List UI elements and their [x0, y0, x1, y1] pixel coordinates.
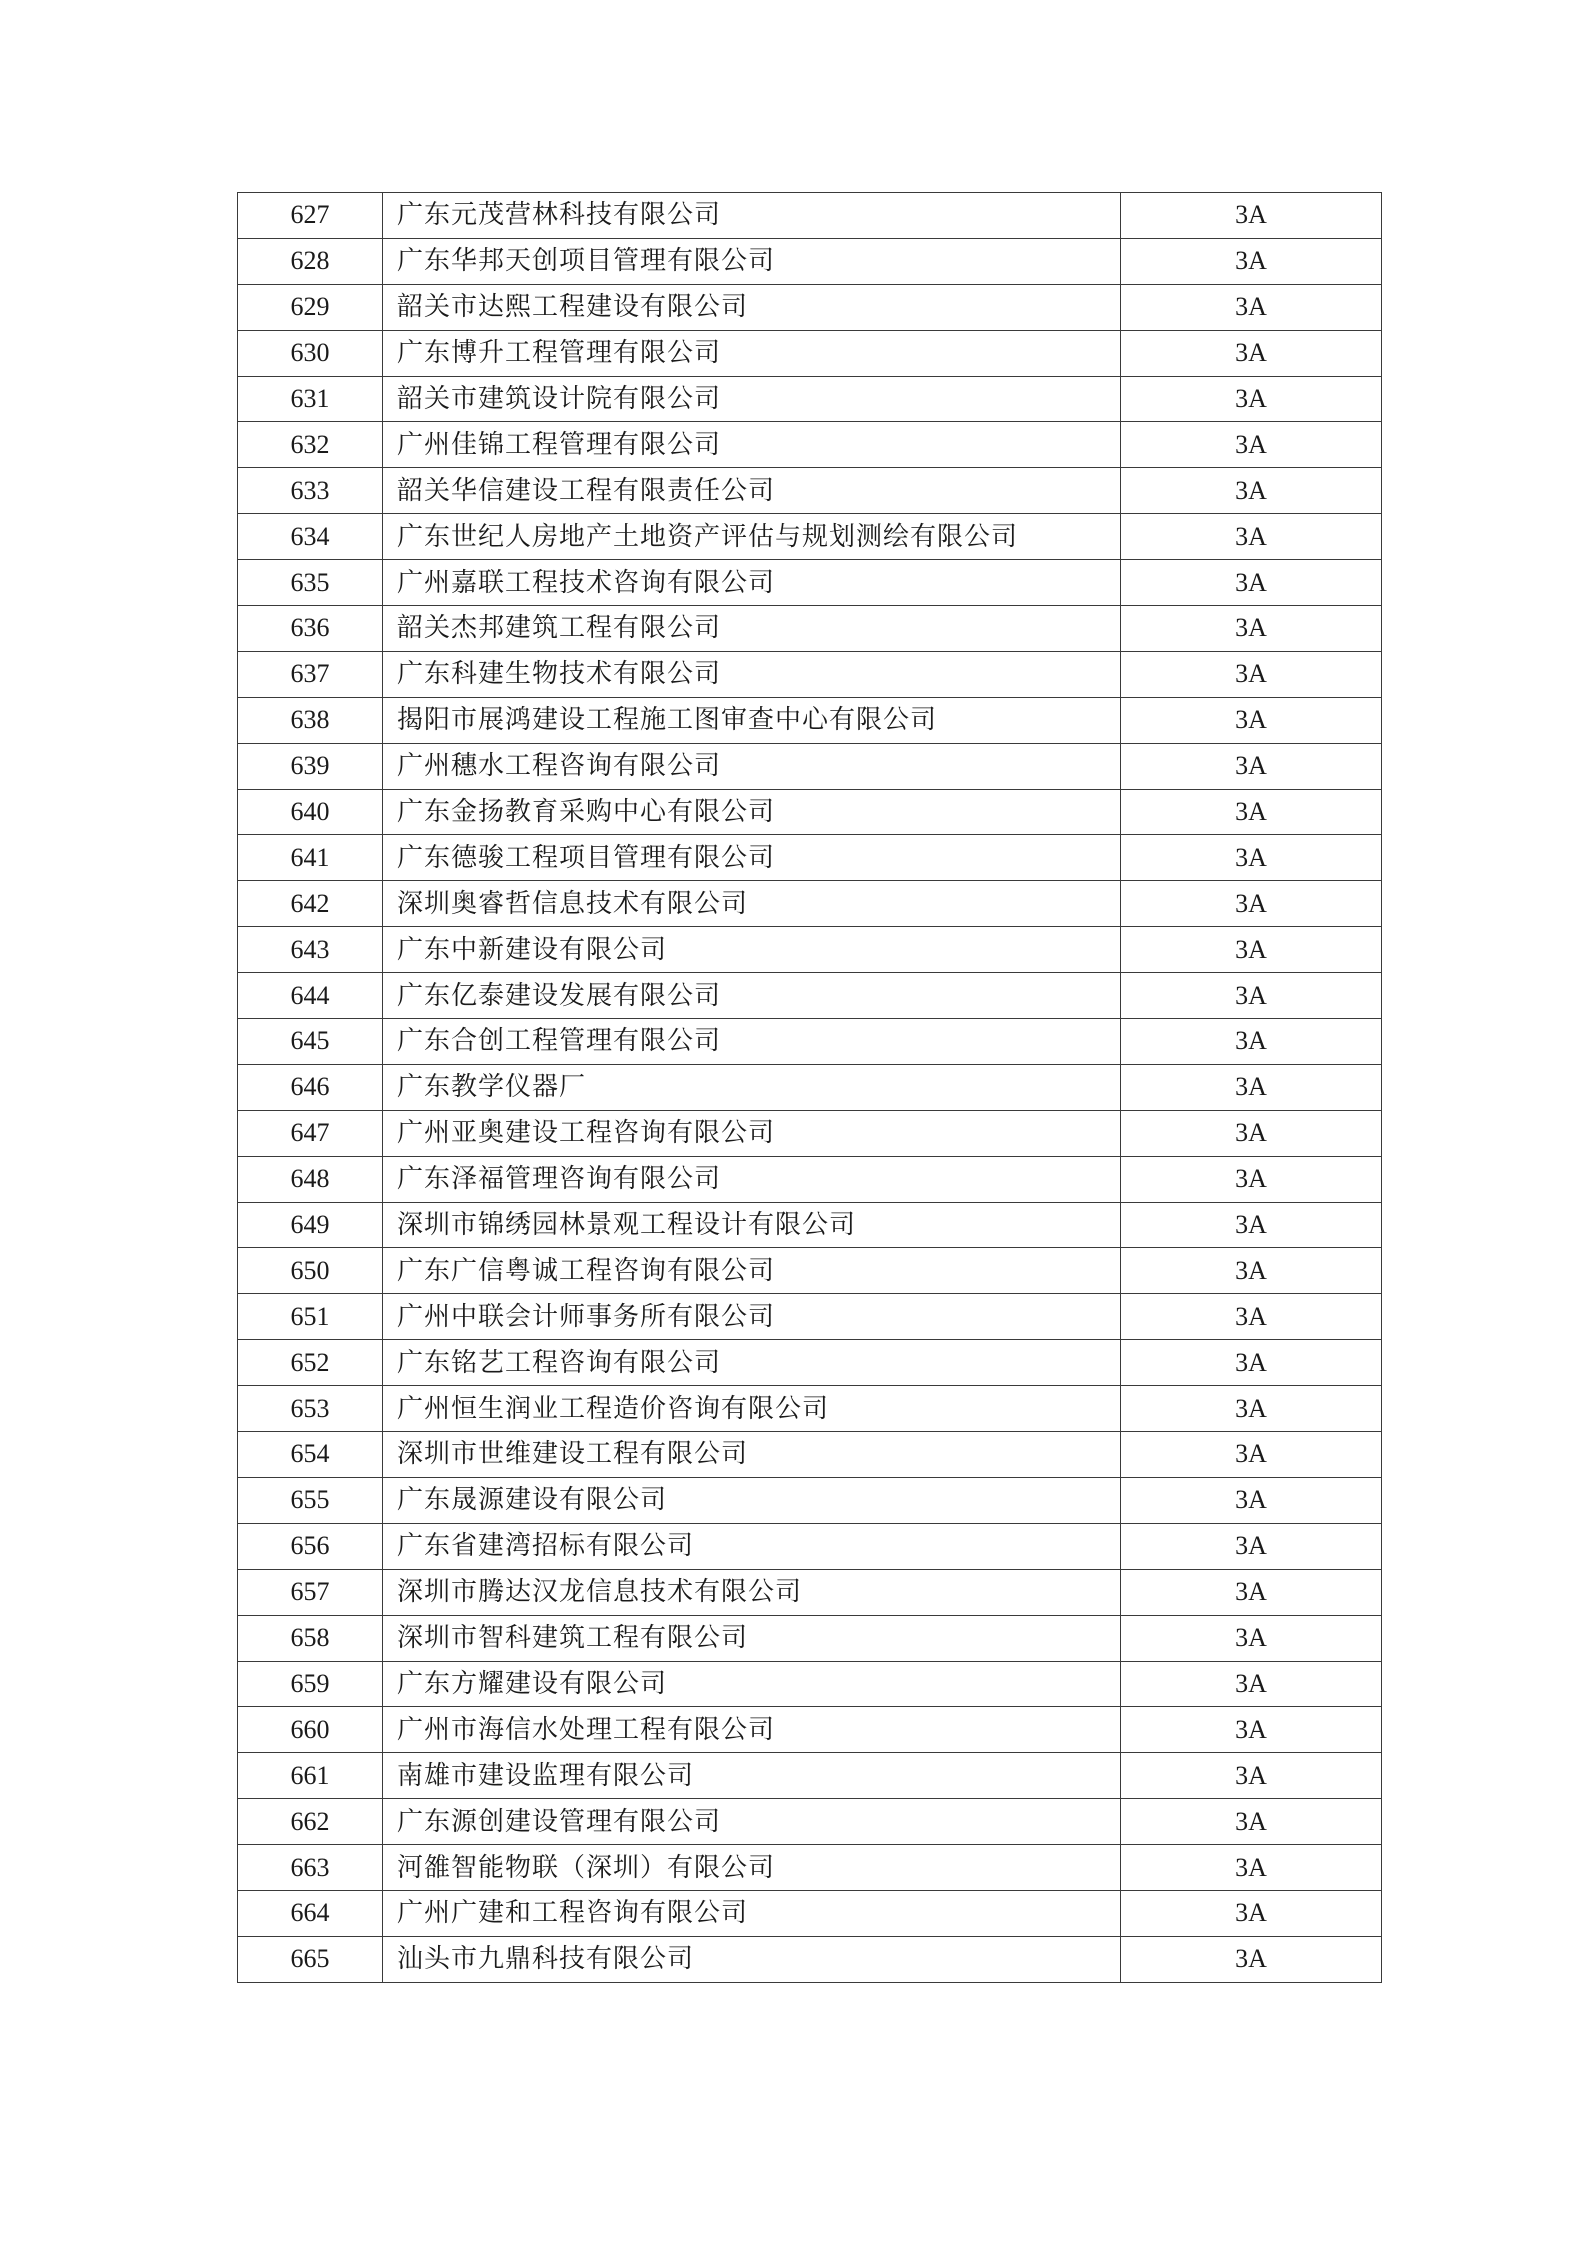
credit-grade-cell: 3A: [1121, 881, 1382, 927]
row-number-cell: 630: [238, 330, 383, 376]
credit-grade-cell: 3A: [1121, 606, 1382, 652]
table-row: [238, 1386, 1382, 1432]
row-number-cell: 645: [238, 1019, 383, 1065]
row-number-cell: 659: [238, 1661, 383, 1707]
company-name-cell: 韶关杰邦建筑工程有限公司: [383, 606, 1121, 652]
table-row: [238, 1477, 1382, 1523]
table-row: [238, 422, 1382, 468]
row-number-cell: 657: [238, 1569, 383, 1615]
credit-grade-cell: 3A: [1121, 1248, 1382, 1294]
row-number-cell: 627: [238, 193, 383, 239]
row-number-cell: 639: [238, 743, 383, 789]
credit-grade-cell: 3A: [1121, 1340, 1382, 1386]
credit-grade-cell: 3A: [1121, 1432, 1382, 1478]
row-number-cell: 655: [238, 1477, 383, 1523]
company-name-cell: 深圳市腾达汉龙信息技术有限公司: [383, 1569, 1121, 1615]
company-name-cell: 广东铭艺工程咨询有限公司: [383, 1340, 1121, 1386]
company-name-cell: 韶关市建筑设计院有限公司: [383, 376, 1121, 422]
company-name-cell: 河雒智能物联（深圳）有限公司: [383, 1845, 1121, 1891]
row-number-cell: 629: [238, 284, 383, 330]
row-number-cell: 633: [238, 468, 383, 514]
row-number-cell: 637: [238, 651, 383, 697]
row-number-cell: 646: [238, 1064, 383, 1110]
row-number-cell: 634: [238, 514, 383, 560]
row-number-cell: 636: [238, 606, 383, 652]
table-row: [238, 193, 1382, 239]
row-number-cell: 658: [238, 1615, 383, 1661]
row-number-cell: 644: [238, 973, 383, 1019]
table-row: [238, 743, 1382, 789]
row-number-cell: 660: [238, 1707, 383, 1753]
credit-grade-cell: 3A: [1121, 1294, 1382, 1340]
table-row: [238, 1432, 1382, 1478]
row-number-cell: 638: [238, 697, 383, 743]
company-name-cell: 广东亿泰建设发展有限公司: [383, 973, 1121, 1019]
company-name-cell: 韶关市达熙工程建设有限公司: [383, 284, 1121, 330]
credit-grade-cell: 3A: [1121, 1890, 1382, 1936]
table-row: [238, 606, 1382, 652]
table-row: [238, 789, 1382, 835]
company-name-cell: 广州亚奥建设工程咨询有限公司: [383, 1110, 1121, 1156]
table-row: [238, 881, 1382, 927]
table-row: [238, 514, 1382, 560]
row-number-cell: 641: [238, 835, 383, 881]
company-rating-table: [237, 192, 1382, 1983]
row-number-cell: 662: [238, 1799, 383, 1845]
table-row: [238, 927, 1382, 973]
row-number-cell: 649: [238, 1202, 383, 1248]
row-number-cell: 654: [238, 1432, 383, 1478]
table-row: [238, 284, 1382, 330]
credit-grade-cell: 3A: [1121, 330, 1382, 376]
table-row: [238, 1707, 1382, 1753]
table-row: [238, 376, 1382, 422]
table-row: [238, 1799, 1382, 1845]
credit-grade-cell: 3A: [1121, 651, 1382, 697]
table-row: [238, 973, 1382, 1019]
company-name-cell: 广州穗水工程咨询有限公司: [383, 743, 1121, 789]
row-number-cell: 628: [238, 238, 383, 284]
credit-grade-cell: 3A: [1121, 1110, 1382, 1156]
credit-grade-cell: 3A: [1121, 1845, 1382, 1891]
company-name-cell: 广东金扬教育采购中心有限公司: [383, 789, 1121, 835]
row-number-cell: 648: [238, 1156, 383, 1202]
table-row: [238, 1615, 1382, 1661]
row-number-cell: 652: [238, 1340, 383, 1386]
company-name-cell: 广东晟源建设有限公司: [383, 1477, 1121, 1523]
company-name-cell: 广州中联会计师事务所有限公司: [383, 1294, 1121, 1340]
company-name-cell: 广东科建生物技术有限公司: [383, 651, 1121, 697]
credit-grade-cell: 3A: [1121, 973, 1382, 1019]
company-name-cell: 广东华邦天创项目管理有限公司: [383, 238, 1121, 284]
row-number-cell: 632: [238, 422, 383, 468]
company-name-cell: 广东方耀建设有限公司: [383, 1661, 1121, 1707]
company-name-cell: 广州恒生润业工程造价咨询有限公司: [383, 1386, 1121, 1432]
credit-grade-cell: 3A: [1121, 422, 1382, 468]
table-row: [238, 835, 1382, 881]
credit-grade-cell: 3A: [1121, 1477, 1382, 1523]
credit-grade-cell: 3A: [1121, 1386, 1382, 1432]
credit-grade-cell: 3A: [1121, 1707, 1382, 1753]
company-name-cell: 广东德骏工程项目管理有限公司: [383, 835, 1121, 881]
row-number-cell: 643: [238, 927, 383, 973]
credit-grade-cell: 3A: [1121, 514, 1382, 560]
table-row: [238, 1936, 1382, 1982]
company-name-cell: 广东元茂营林科技有限公司: [383, 193, 1121, 239]
row-number-cell: 663: [238, 1845, 383, 1891]
company-name-cell: 南雄市建设监理有限公司: [383, 1753, 1121, 1799]
credit-grade-cell: 3A: [1121, 238, 1382, 284]
credit-grade-cell: 3A: [1121, 193, 1382, 239]
credit-grade-cell: 3A: [1121, 1064, 1382, 1110]
company-name-cell: 深圳奥睿哲信息技术有限公司: [383, 881, 1121, 927]
row-number-cell: 650: [238, 1248, 383, 1294]
credit-grade-cell: 3A: [1121, 376, 1382, 422]
company-name-cell: 深圳市锦绣园林景观工程设计有限公司: [383, 1202, 1121, 1248]
table-row: [238, 1845, 1382, 1891]
credit-grade-cell: 3A: [1121, 927, 1382, 973]
table-row: [238, 238, 1382, 284]
table-row: [238, 1294, 1382, 1340]
table-row: [238, 330, 1382, 376]
credit-grade-cell: 3A: [1121, 697, 1382, 743]
row-number-cell: 664: [238, 1890, 383, 1936]
table-row: [238, 1202, 1382, 1248]
row-number-cell: 651: [238, 1294, 383, 1340]
credit-grade-cell: 3A: [1121, 1753, 1382, 1799]
table-row: [238, 1890, 1382, 1936]
credit-grade-cell: 3A: [1121, 743, 1382, 789]
company-name-cell: 广东源创建设管理有限公司: [383, 1799, 1121, 1845]
credit-grade-cell: 3A: [1121, 789, 1382, 835]
credit-grade-cell: 3A: [1121, 1569, 1382, 1615]
credit-grade-cell: 3A: [1121, 1202, 1382, 1248]
credit-grade-cell: 3A: [1121, 1661, 1382, 1707]
company-name-cell: 广东合创工程管理有限公司: [383, 1019, 1121, 1065]
company-name-cell: 广州嘉联工程技术咨询有限公司: [383, 560, 1121, 606]
company-name-cell: 揭阳市展鸿建设工程施工图审查中心有限公司: [383, 697, 1121, 743]
company-name-cell: 广东中新建设有限公司: [383, 927, 1121, 973]
credit-grade-cell: 3A: [1121, 1523, 1382, 1569]
credit-grade-cell: 3A: [1121, 284, 1382, 330]
row-number-cell: 640: [238, 789, 383, 835]
credit-grade-cell: 3A: [1121, 1799, 1382, 1845]
table-row: [238, 468, 1382, 514]
company-name-cell: 广州佳锦工程管理有限公司: [383, 422, 1121, 468]
table-row: [238, 1569, 1382, 1615]
company-name-cell: 广州广建和工程咨询有限公司: [383, 1890, 1121, 1936]
credit-grade-cell: 3A: [1121, 1019, 1382, 1065]
row-number-cell: 647: [238, 1110, 383, 1156]
company-name-cell: 韶关华信建设工程有限责任公司: [383, 468, 1121, 514]
company-name-cell: 广东教学仪器厂: [383, 1064, 1121, 1110]
company-name-cell: 广东省建湾招标有限公司: [383, 1523, 1121, 1569]
table-row: [238, 1340, 1382, 1386]
company-name-cell: 广东广信粤诚工程咨询有限公司: [383, 1248, 1121, 1294]
row-number-cell: 642: [238, 881, 383, 927]
credit-grade-cell: 3A: [1121, 560, 1382, 606]
company-name-cell: 深圳市世维建设工程有限公司: [383, 1432, 1121, 1478]
table-row: [238, 560, 1382, 606]
row-number-cell: 661: [238, 1753, 383, 1799]
credit-grade-cell: 3A: [1121, 1936, 1382, 1982]
company-name-cell: 广东泽福管理咨询有限公司: [383, 1156, 1121, 1202]
table-row: [238, 1248, 1382, 1294]
table-row: [238, 1019, 1382, 1065]
table-row: [238, 1156, 1382, 1202]
credit-grade-cell: 3A: [1121, 1615, 1382, 1661]
company-name-cell: 深圳市智科建筑工程有限公司: [383, 1615, 1121, 1661]
table-row: [238, 1110, 1382, 1156]
table-body: [238, 193, 1382, 1983]
company-name-cell: 汕头市九鼎科技有限公司: [383, 1936, 1121, 1982]
row-number-cell: 635: [238, 560, 383, 606]
credit-grade-cell: 3A: [1121, 468, 1382, 514]
company-name-cell: 广东博升工程管理有限公司: [383, 330, 1121, 376]
table-row: [238, 1064, 1382, 1110]
table-row: [238, 651, 1382, 697]
row-number-cell: 631: [238, 376, 383, 422]
row-number-cell: 665: [238, 1936, 383, 1982]
row-number-cell: 656: [238, 1523, 383, 1569]
credit-grade-cell: 3A: [1121, 835, 1382, 881]
row-number-cell: 653: [238, 1386, 383, 1432]
table-row: [238, 697, 1382, 743]
company-name-cell: 广东世纪人房地产土地资产评估与规划测绘有限公司: [383, 514, 1121, 560]
credit-grade-cell: 3A: [1121, 1156, 1382, 1202]
table-row: [238, 1523, 1382, 1569]
table-row: [238, 1753, 1382, 1799]
table-row: [238, 1661, 1382, 1707]
company-name-cell: 广州市海信水处理工程有限公司: [383, 1707, 1121, 1753]
